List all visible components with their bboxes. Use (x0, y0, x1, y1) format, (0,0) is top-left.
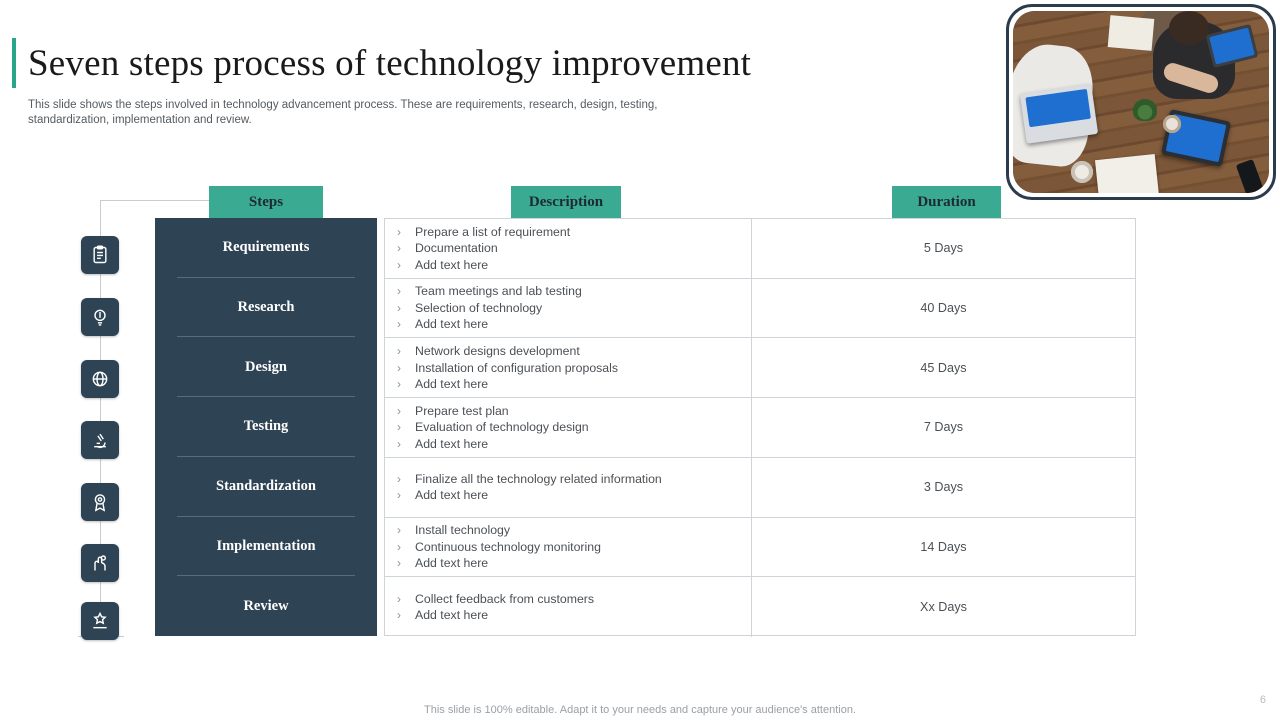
bullet-text: Prepare a list of requirement (415, 224, 571, 239)
step-label: Design (155, 337, 377, 397)
bullet-text: Add text here (415, 317, 489, 332)
chevron-right-icon: › (397, 224, 401, 239)
duration-cell: 7 Days (923, 420, 964, 435)
description-cell (385, 577, 752, 637)
bullet-item (397, 607, 741, 624)
bullet-item (397, 487, 741, 504)
photo-card (1006, 4, 1276, 200)
bullet-text: Install technology (415, 523, 511, 538)
table-row (385, 577, 1135, 637)
bullet-text: Collect feedback from customers (415, 591, 595, 606)
page-subtitle: This slide shows the steps involved in technology advancement process. These are requirements, research, design, testing, standardization, implementation and review. (28, 99, 658, 126)
duration-cell: 5 Days (923, 241, 964, 256)
chevron-right-icon: › (397, 488, 401, 503)
bullet-text: Network designs development (415, 344, 580, 359)
description-cell (385, 458, 752, 517)
step-label: Requirements (155, 218, 377, 278)
header-steps: Steps (209, 186, 323, 218)
chevron-right-icon: › (397, 523, 401, 538)
steps-column (155, 218, 377, 636)
description-cell (385, 338, 752, 397)
bullet-item (397, 283, 741, 300)
chevron-right-icon: › (397, 300, 401, 315)
table-row (385, 398, 1135, 458)
bullet-text: Add text here (415, 257, 489, 272)
bullet-item (397, 403, 741, 420)
table-row (385, 458, 1135, 518)
page-number: 6 (1259, 694, 1266, 706)
description-cell (385, 518, 752, 577)
chevron-right-icon: › (397, 471, 401, 486)
duration-cell: 14 Days (920, 539, 967, 554)
bullet-text: Add text here (415, 608, 489, 623)
team-desk-photo (1013, 11, 1269, 193)
bullet-item (397, 343, 741, 360)
footer-note: This slide is 100% editable. Adapt it to your needs and capture your audience's attention. (424, 704, 856, 716)
header-duration: Duration (892, 186, 1001, 218)
chevron-right-icon: › (397, 403, 401, 418)
chevron-right-icon: › (397, 436, 401, 451)
step-label: Implementation (155, 517, 377, 577)
bullet-text: Evaluation of technology design (415, 420, 589, 435)
bullet-item (397, 436, 741, 453)
bullet-item (397, 360, 741, 377)
step-label: Review (243, 597, 289, 614)
flow-connector-top (100, 200, 210, 201)
description-cell (385, 279, 752, 338)
chevron-right-icon: › (397, 241, 401, 256)
bullet-item (397, 240, 741, 257)
research-bulb-icon (81, 298, 119, 336)
bullet-item (397, 316, 741, 333)
badge-standard-icon (81, 483, 119, 521)
chevron-right-icon: › (397, 539, 401, 554)
bullet-item (397, 555, 741, 572)
bullet-item (397, 522, 741, 539)
duration-cell: 40 Days (920, 301, 967, 316)
table-row (385, 338, 1135, 398)
bullet-text: Selection of technology (415, 300, 543, 315)
bullet-text: Prepare test plan (415, 403, 509, 418)
header-description: Description (511, 186, 621, 218)
step-label: Research (155, 278, 377, 338)
phone (1236, 159, 1265, 193)
chevron-right-icon: › (397, 608, 401, 623)
chevron-right-icon: › (397, 317, 401, 332)
coffee-cup (1071, 161, 1093, 183)
duration-cell: 45 Days (920, 360, 967, 375)
chevron-right-icon: › (397, 257, 401, 272)
bullet-item (397, 224, 741, 241)
bullet-item (397, 376, 741, 393)
review-star-icon (81, 602, 119, 640)
table-row (385, 219, 1135, 279)
microscope-icon (81, 421, 119, 459)
description-cell (385, 398, 752, 457)
bullet-text: Add text here (415, 377, 489, 392)
bullet-item (397, 471, 741, 488)
bullet-item (397, 300, 741, 317)
bullet-text: Team meetings and lab testing (415, 284, 582, 299)
bullet-text: Add text here (415, 556, 489, 571)
duration-cell: 3 Days (923, 480, 964, 495)
table-row (385, 518, 1135, 578)
chevron-right-icon: › (397, 420, 401, 435)
bullet-text: Finalize all the technology related information (415, 471, 662, 486)
step-label: Standardization (155, 457, 377, 517)
chevron-right-icon: › (397, 344, 401, 359)
bullet-text: Installation of configuration proposals (415, 360, 619, 375)
table-row (385, 279, 1135, 339)
chevron-right-icon: › (397, 591, 401, 606)
hand-gear-icon (81, 544, 119, 582)
bullet-text: Add text here (415, 436, 489, 451)
coffee-cup-small (1163, 115, 1181, 133)
bullet-item (397, 539, 741, 556)
clipboard-icon (81, 236, 119, 274)
globe-design-icon (81, 360, 119, 398)
bullet-text: Add text here (415, 488, 489, 503)
title-accent-bar (12, 38, 16, 88)
plant (1133, 99, 1157, 121)
chevron-right-icon: › (397, 360, 401, 375)
bullet-text: Continuous technology monitoring (415, 539, 601, 554)
notebook (1095, 154, 1159, 193)
bullet-item (397, 419, 741, 436)
details-table (384, 218, 1136, 636)
chevron-right-icon: › (397, 284, 401, 299)
bullet-item (397, 591, 741, 608)
chevron-right-icon: › (397, 377, 401, 392)
duration-cell: Xx Days (920, 600, 967, 615)
laptop (1020, 84, 1098, 144)
bullet-item (397, 257, 741, 274)
step-label: Testing (155, 397, 377, 457)
description-cell (385, 219, 752, 278)
page-title: Seven steps process of technology improvement (28, 43, 752, 84)
chevron-right-icon: › (397, 556, 401, 571)
notepad (1108, 15, 1155, 51)
bullet-text: Documentation (415, 241, 498, 256)
